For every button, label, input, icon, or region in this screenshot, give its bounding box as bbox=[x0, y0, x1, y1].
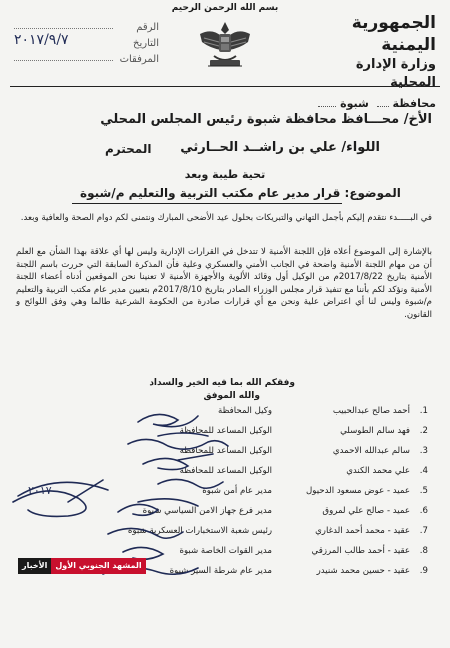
signatory-number: 7. bbox=[419, 526, 428, 536]
date-value: ٢٠١٧/٩/٧ bbox=[14, 32, 69, 48]
watermark-site-name: المشهد الجنوبي الأول bbox=[51, 558, 145, 574]
dots bbox=[14, 60, 113, 61]
signatory-title: مدير عام أمن شبوة bbox=[202, 486, 272, 496]
subject-underline bbox=[72, 203, 342, 204]
yemen-eagle-emblem-icon bbox=[194, 16, 256, 74]
addressee-honorific: المحترم bbox=[105, 142, 152, 156]
attachments-row bbox=[14, 52, 159, 68]
signatory-name: سالم عبدالله الاحمدي bbox=[332, 446, 410, 456]
dots bbox=[14, 28, 113, 29]
letterhead-left bbox=[14, 20, 159, 68]
signatory-title: رئيس شعبة الاستخبارات العسكرية شبوة bbox=[127, 526, 272, 536]
signatory-name: عميد - عوض مسعود الدحيول bbox=[306, 486, 410, 496]
header-divider bbox=[10, 86, 440, 87]
signatory-title: مدير عام شرطة السير شبوة bbox=[169, 566, 272, 576]
greeting: تحية طيبة وبعد bbox=[184, 168, 266, 181]
date-row bbox=[14, 32, 159, 52]
signatory-number: 6. bbox=[419, 506, 428, 516]
governorate-line bbox=[306, 96, 436, 112]
watermark-news-label: الأخبار bbox=[18, 558, 51, 574]
signatory-name: عقيد - محمد أحمد الدغاري bbox=[315, 526, 410, 536]
letterhead-right bbox=[306, 12, 436, 112]
signatory-title: الوكيل المساعد للمحافظة bbox=[179, 446, 272, 456]
signatory-name: أحمد صالح عبدالحبيب bbox=[332, 406, 410, 416]
signatory-number: 1. bbox=[419, 406, 428, 416]
dots bbox=[377, 106, 389, 107]
signatory-title: الوكيل المساعد للمحافظة bbox=[179, 466, 272, 476]
signatory-title: مدير القوات الخاصة شبوة bbox=[179, 546, 272, 556]
closing-line1: وفقكم الله بما فيه الخير والسداد bbox=[149, 378, 295, 388]
addressee-line1: الأخ/ محـــافظ محافظة شبوة رئيس المجلس المحلي bbox=[100, 112, 432, 127]
ref-label: الرقم bbox=[136, 22, 159, 33]
signatory-number: 9. bbox=[419, 566, 428, 576]
country-name: الجمهورية اليمنية bbox=[351, 13, 436, 55]
signatory-number: 8. bbox=[419, 546, 428, 556]
svg-text:٢٠١٧: ٢٠١٧ bbox=[28, 484, 52, 497]
signatory-number: 5. bbox=[419, 486, 428, 496]
date-label: التاريخ bbox=[133, 38, 159, 49]
governorate-value: شبوة bbox=[340, 97, 369, 110]
governorate-label: محافظة bbox=[392, 97, 436, 110]
signatory-number: 3. bbox=[419, 446, 428, 456]
addressee-line2: اللواء/ علي بن راشــد الحــارثي bbox=[180, 140, 380, 155]
body-paragraph-2: بالإشارة إلى الموضوع أعلاه فإن اللجنة الأمنية لا تتدخل في القرارات الإدارية وليس لها أي علاقة بهذا الشأن مع العلم أن من مهام اللجنة الأمنية واضحة في الجانب الأمني والعسكري وعلية فأن المذكرة السابقة التي حررت باسم اللجنة الأمنية بتاريخ 2017/8/22م من الوكيل أول وقائد الألوية والأجهزة الأمنية لا تعنينا نحن الموقعين أدناه أعضاء اللجنة الأمنية ونؤكد لكم بأننا مع تنفيذ قرار مجلس الوزراء الصادر بتاريخ 2017/8/10م بتعيين مدير عام مكتب التربية والتعليم م/شبوة وليس لنا أي اعتراض علية ونحن مع أي قرارات صادرة من الحكومة الشرعية طالما وهي وفق اللوائح و القانون. bbox=[16, 247, 432, 320]
signatory-name: عقيد - أحمد طالب المرزقي bbox=[311, 546, 410, 556]
signatory-title: مدير فرع جهاز الامن السياسي شبوة bbox=[142, 506, 272, 516]
signatory-name: علي محمد الكندي bbox=[346, 466, 410, 476]
body-paragraph-1: في البـــــدء نتقدم إليكم بأجمل التهاني والتبريكات بحلول عيد الأضحى المبارك ونتمنى لكم دوام الصحة والعافية وبعد. bbox=[20, 213, 432, 223]
letterhead-center bbox=[170, 2, 280, 74]
signatory-name: عقيد - حسين محمد شنيدر bbox=[316, 566, 410, 576]
signatory-name: فهد سالم الطوسلي bbox=[340, 426, 410, 436]
basmala: بسم الله الرحمن الرحيم bbox=[171, 3, 279, 13]
attachments-label: المرفقات bbox=[119, 54, 159, 65]
signatory-number: 2. bbox=[419, 426, 428, 436]
signatory-title: الوكيل المساعد للمحافظة bbox=[179, 426, 272, 436]
closing-line2: والله الموفق bbox=[203, 391, 260, 401]
signatory-name: عميد - صالح علي لمروق bbox=[322, 506, 410, 516]
subject-line: الموضوع: قرار مدير عام مكتب التربية والتعليم م/شبوة bbox=[80, 186, 401, 200]
signatory-number: 4. bbox=[419, 466, 428, 476]
ministry-name: وزارة الإدارة المحلية bbox=[355, 57, 436, 90]
news-watermark bbox=[18, 558, 146, 574]
dots bbox=[318, 106, 336, 107]
signatory-title: وكيل المحافظة bbox=[218, 406, 272, 416]
